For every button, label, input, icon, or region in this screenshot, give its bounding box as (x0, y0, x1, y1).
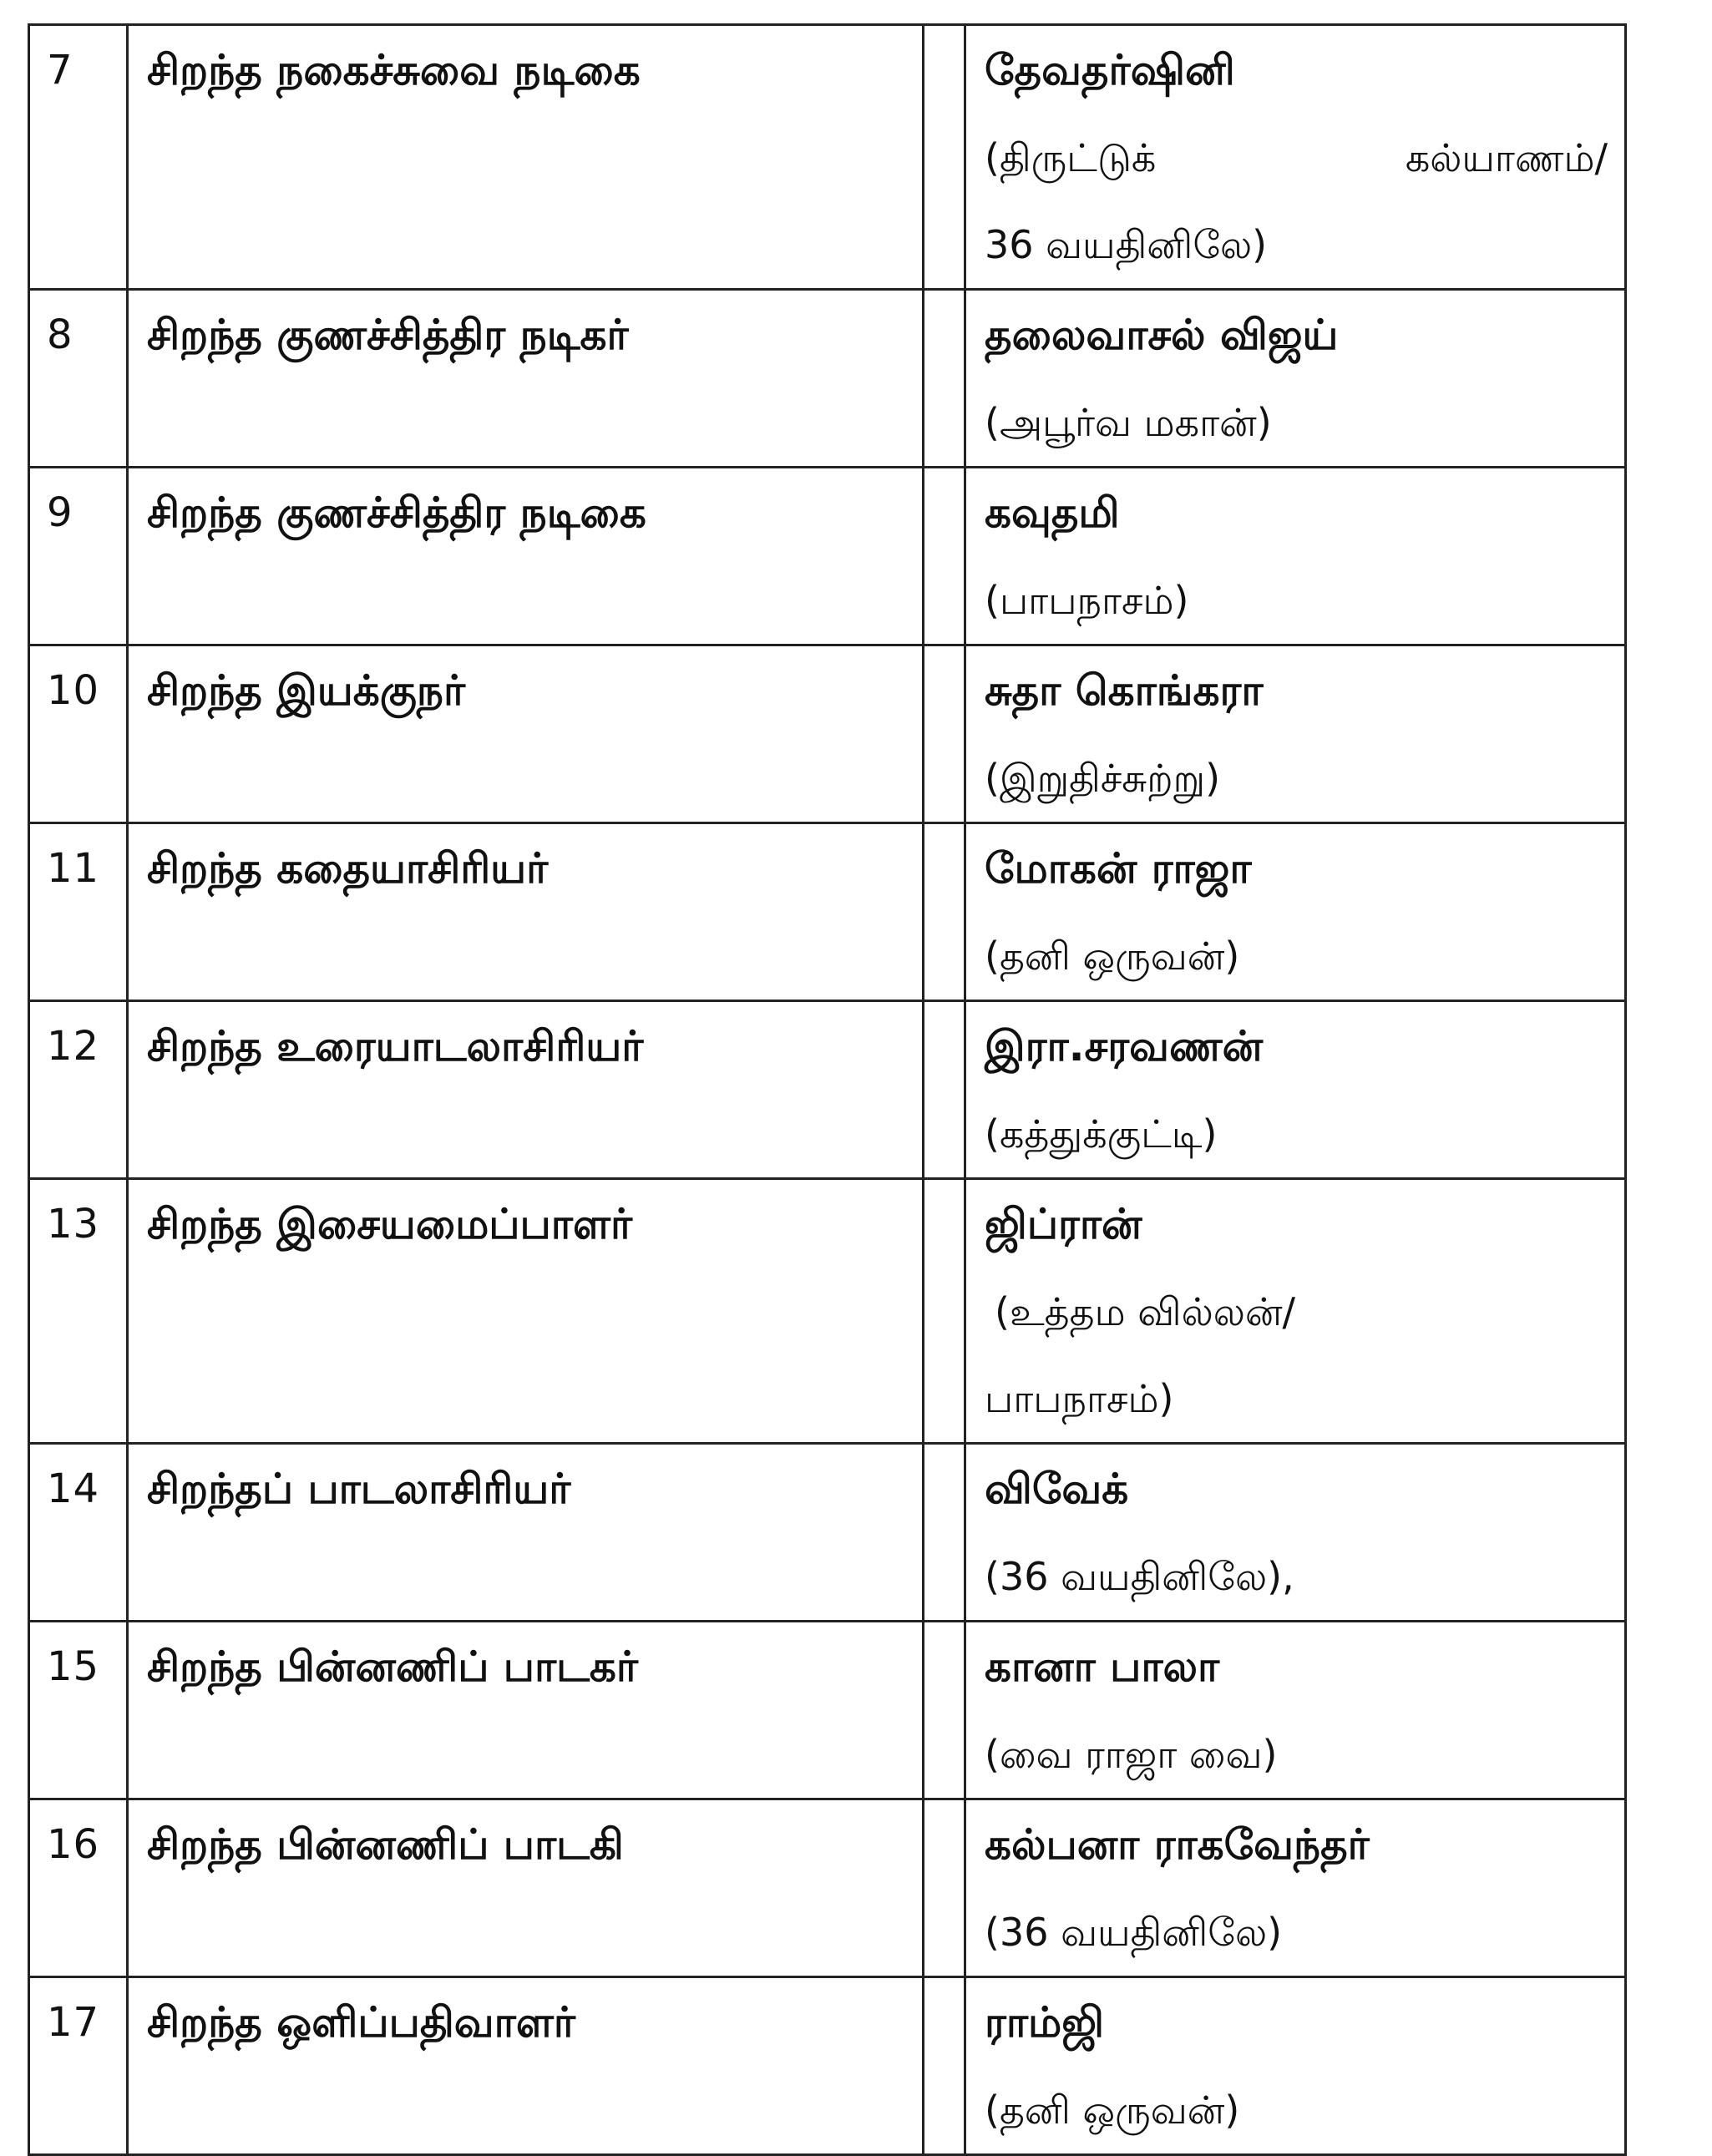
award-category: சிறந்த கதையாசிரியர் (128, 823, 924, 1001)
award-category: சிறந்த நகைச்சுவை நடிகை (128, 25, 924, 290)
spacer-cell (924, 1444, 965, 1622)
row-number: 7 (29, 25, 128, 290)
row-number: 12 (29, 1001, 128, 1179)
award-category: சிறந்த இசையமைப்பாளர் (128, 1179, 924, 1444)
spacer-cell (924, 1179, 965, 1444)
winner-name: கல்பனா ராகவேந்தர் (985, 1820, 1370, 1869)
film-title: (இறுதிச்சுற்று) (985, 756, 1221, 801)
winner-cell (965, 25, 1626, 290)
film-title: (அபூர்வ மகான்) (985, 400, 1272, 445)
table-row (29, 1001, 1626, 1179)
row-number: 8 (29, 290, 128, 468)
winner-name: கானா பாலா (985, 1642, 1220, 1691)
film-title-part: (திருட்டுக் (985, 135, 1157, 180)
winner-cell (965, 1799, 1626, 1977)
table-row (29, 468, 1626, 645)
winner-name: ராம்ஜி (985, 1998, 1105, 2047)
winner-cell (965, 1977, 1626, 2155)
spacer-cell (924, 1622, 965, 1799)
table-row (29, 823, 1626, 1001)
film-title: (தனி ஒருவன்) (985, 934, 1240, 979)
spacer-cell (924, 468, 965, 645)
row-number: 10 (29, 645, 128, 823)
spacer-cell (924, 645, 965, 823)
winner-name: தேவதர்ஷினி (985, 46, 1235, 94)
winner-cell (965, 823, 1626, 1001)
spacer-cell (924, 1977, 965, 2155)
awards-table (28, 23, 1627, 2156)
award-category: சிறந்த இயக்குநர் (128, 645, 924, 823)
film-title: (தனி ஒருவன்) (985, 2088, 1240, 2133)
winner-name: சுதா கொங்கரா (985, 666, 1264, 715)
winner-cell (965, 290, 1626, 468)
award-category: சிறந்த உரையாடலாசிரியர் (128, 1001, 924, 1179)
award-category: சிறந்த பின்னணிப் பாடகர் (128, 1622, 924, 1799)
row-number: 16 (29, 1799, 128, 1977)
film-title: (பாபநாசம்) (985, 578, 1189, 623)
film-title-part: கல்யாணம்/ (1405, 135, 1608, 180)
winner-cell (965, 1001, 1626, 1179)
table-row (29, 1622, 1626, 1799)
row-number: 13 (29, 1179, 128, 1444)
row-number: 11 (29, 823, 128, 1001)
film-title: (36 வயதினிலே) (985, 1910, 1283, 1955)
winner-name: விவேக் (985, 1465, 1129, 1513)
row-number: 14 (29, 1444, 128, 1622)
row-number: 17 (29, 1977, 128, 2155)
winner-name: தலைவாசல் விஜய் (985, 311, 1339, 359)
table-row (29, 1799, 1626, 1977)
spacer-cell (924, 823, 965, 1001)
winner-cell (965, 1622, 1626, 1799)
film-title (985, 114, 1608, 201)
film-title: (36 வயதினிலே), (985, 1554, 1294, 1599)
winner-name: கவுதமி (985, 488, 1120, 537)
spacer-cell (924, 25, 965, 290)
film-title: (உத்தம வில்லன்/ (995, 1289, 1296, 1334)
table-row (29, 25, 1626, 290)
winner-cell (965, 1179, 1626, 1444)
award-category: சிறந்த குணச்சித்திர நடிகை (128, 468, 924, 645)
table-row (29, 1444, 1626, 1622)
winner-cell (965, 645, 1626, 823)
row-number: 15 (29, 1622, 128, 1799)
table-row (29, 645, 1626, 823)
award-category: சிறந்த பின்னணிப் பாடகி (128, 1799, 924, 1977)
row-number: 9 (29, 468, 128, 645)
award-category: சிறந்தப் பாடலாசிரியர் (128, 1444, 924, 1622)
spacer-cell (924, 1799, 965, 1977)
winner-cell (965, 468, 1626, 645)
winner-cell (965, 1444, 1626, 1622)
winner-name: மோகன் ராஜா (985, 844, 1252, 893)
table-row (29, 1179, 1626, 1444)
film-title: (வை ராஜா வை) (985, 1732, 1278, 1777)
film-title-continued: 36 வயதினிலே) (985, 222, 1268, 267)
spacer-cell (924, 1001, 965, 1179)
film-title-continued: பாபநாசம்) (985, 1376, 1174, 1421)
award-category: சிறந்த ஒளிப்பதிவாளர் (128, 1977, 924, 2155)
spacer-cell (924, 290, 965, 468)
table-row (29, 1977, 1626, 2155)
film-title: (கத்துக்குட்டி) (985, 1111, 1218, 1156)
award-category: சிறந்த குணச்சித்திர நடிகர் (128, 290, 924, 468)
winner-name: ஜிப்ரான் (985, 1200, 1142, 1248)
winner-name: இரா.சரவணன் (985, 1022, 1264, 1070)
table-row (29, 290, 1626, 468)
